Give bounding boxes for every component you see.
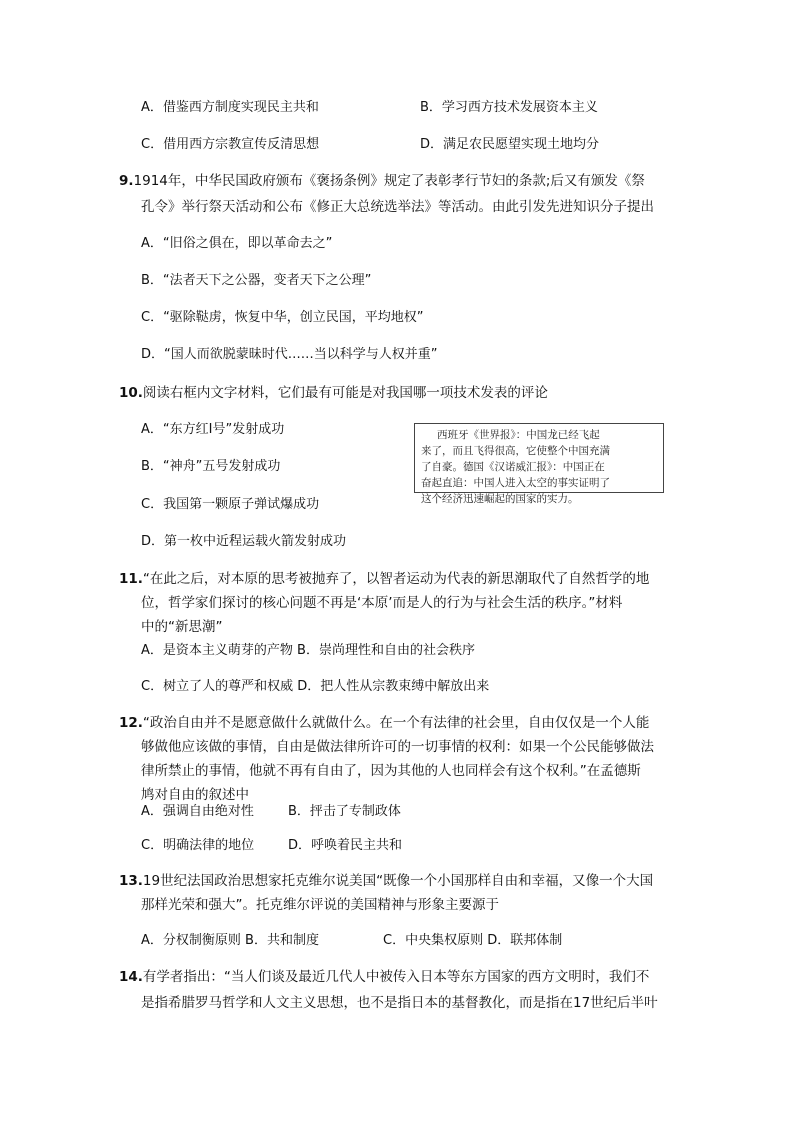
q10-stem: 10.阅读右框内文字材料，它们最有可能是对我国哪一项技术发表的评论 (119, 385, 548, 401)
material-line2: 来了，而且飞得很高，它使整个中国充满 (421, 445, 610, 457)
q10-option-c: C．我国第一颗原子弹试爆成功 (141, 497, 320, 512)
material-line1: 西班牙《世界报》：中国龙已经飞起 (437, 429, 600, 441)
q13-stem-line2: 那样光荣和强大”。托克维尔评说的美国精神与形象主要源于 (141, 897, 499, 913)
q9-stem-line1: 9.1914年，中华民国政府颁布《褒扬条例》规定了表彰孝行节妇的条款;后又有颁发《祭 (119, 173, 645, 189)
q9-option-c: C．“驱除鞑虏，恢复中华，创立民国，平均地权” (141, 310, 424, 325)
q10-option-a: A．“东方红Ⅰ号”发射成功 (141, 422, 285, 437)
q13-options-ab: A．分权制衡原则 B．共和制度 (141, 933, 319, 948)
q8-option-b: B．学习西方技术发展资本主义 (420, 100, 598, 115)
q12-stem-line2: 够做他应该做的事情，自由是做法律所许可的一切事情的权利：如果一个公民能够做法 (141, 739, 654, 755)
q14-stem-line1: 14.有学者指出：“当人们谈及最近几代人中被传入日本等东方国家的西方文明时，我们不 (119, 969, 650, 985)
material-line4: 奋起直追：中国人进入太空的事实证明了 (421, 477, 610, 489)
q11-options-cd: C．树立了人的尊严和权威 D．把人性从宗教束缚中解放出来 (141, 679, 490, 694)
q12-number: 12. (119, 715, 143, 731)
q13-stem-line1: 13.19世纪法国政治思想家托克维尔说美国“既像一个小国那样自由和幸福，又像一个大国 (119, 873, 654, 889)
q11-stem-line3: 中的“新思潮” (141, 619, 223, 635)
q9-stem-line2: 孔令》举行祭天活动和公布《修正大总统选举法》等活动。由此引发先进知识分子提出 (141, 199, 654, 215)
q14-number: 14. (119, 969, 143, 985)
q11-number: 11. (119, 571, 143, 587)
material-line5: 这个经济迅速崛起的国家的实力。 (421, 493, 579, 505)
material-line3: 了自豪。德国《汉诺威汇报》：中国正在 (421, 461, 605, 473)
q9-option-a: A．“旧俗之俱在，即以革命去之” (141, 236, 333, 251)
q8-option-c: C．借用西方宗教宣传反清思想 (141, 137, 320, 152)
q9-option-b: B．“法者天下之公器，变者天下之公理” (141, 273, 372, 288)
q14-stem-line2: 是指希腊罗马哲学和人文主义思想，也不是指日本的基督教化，而是指在17世纪后半叶 (141, 995, 658, 1011)
q12-option-a: A．强调自由绝对性 (141, 804, 254, 819)
q10-material-box (414, 423, 664, 505)
q8-option-d: D．满足农民愿望实现土地均分 (420, 137, 600, 152)
q13-options-cd: C．中央集权原则 D．联邦体制 (383, 933, 563, 948)
q11-options-ab: A．是资本主义萌芽的产物 B．崇尚理性和自由的社会秩序 (141, 643, 475, 658)
q11-stem-line1: 11.“在此之后，对本原的思考被抛弃了，以智者运动为代表的新思潮取代了自然哲学的地 (119, 571, 650, 587)
q12-stem-line1: 12.“政治自由并不是愿意做什么就做什么。在一个有法律的社会里，自由仅仅是一个人能 (119, 715, 650, 731)
q12-stem-line4: 鸠对自由的叙述中 (141, 787, 249, 803)
q8-option-a: A．借鉴西方制度实现民主共和 (141, 100, 319, 115)
q10-option-d: D．第一枚中近程运载火箭发射成功 (141, 534, 347, 549)
q12-option-c: C．明确法律的地位 (141, 838, 255, 853)
q9-option-d: D．“国人而欲脱蒙昧时代……当以科学与人权并重” (141, 347, 438, 362)
q12-stem-line3: 律所禁止的事情，他就不再有自由了，因为其他的人也同样会有这个权利。”在孟德斯 (141, 763, 641, 779)
q9-number: 9. (119, 173, 134, 189)
q12-option-b: B．抨击了专制政体 (288, 804, 401, 819)
q10-option-b: B．“神舟”五号发射成功 (141, 459, 281, 474)
q12-option-d: D．呼唤着民主共和 (288, 838, 403, 853)
q13-number: 13. (119, 873, 143, 889)
q11-stem-line2: 位，哲学家们探讨的核心问题不再是‘本原’而是人的行为与社会生活的秩序。”材料 (141, 595, 623, 611)
q10-number: 10. (119, 385, 143, 401)
